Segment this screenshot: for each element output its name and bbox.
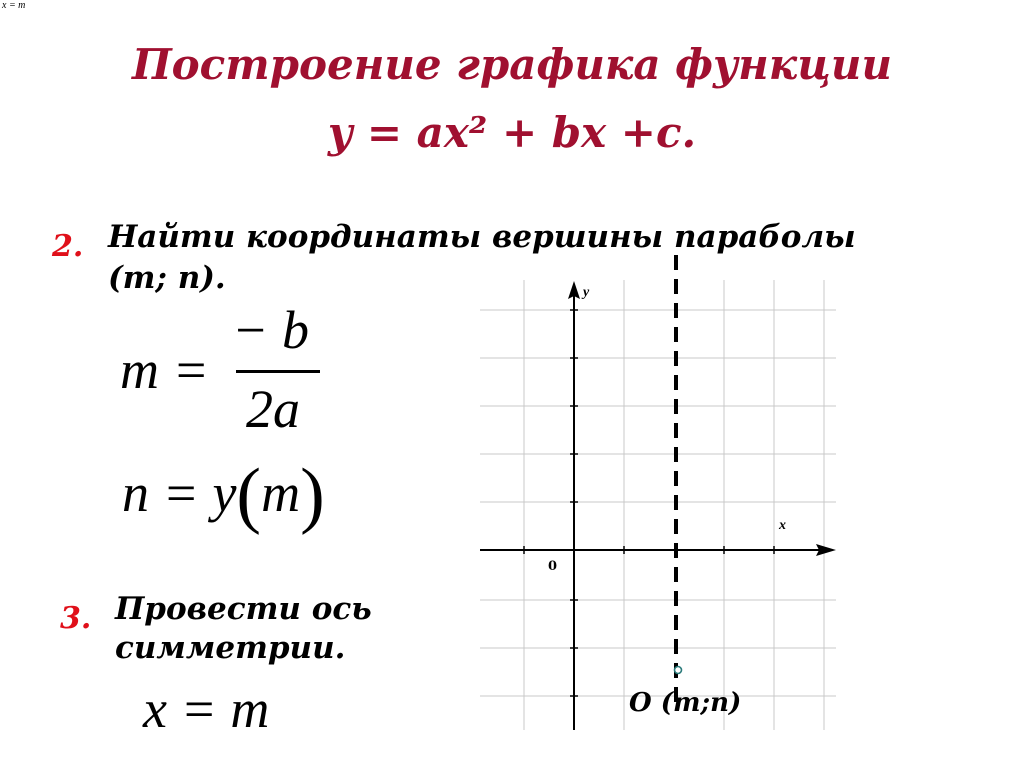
step-number-3: 3.: [60, 601, 92, 636]
formula-m-lhs: m =: [120, 340, 209, 400]
tick-marks: [524, 310, 774, 696]
vertex-point: [675, 667, 682, 674]
step2-text-line1: Найти координаты вершины параболы: [108, 219, 856, 255]
step3-text-line1: Провести ось: [115, 591, 372, 627]
vertex-label: O (m;n): [629, 688, 742, 718]
step2-text-line2: (m; n).: [108, 260, 226, 296]
slide-title-line2: y = ax² + bx +c.: [327, 108, 697, 157]
x-axis-arrow: [816, 544, 836, 556]
left-paren: (: [236, 454, 262, 536]
corner-label: x = m: [2, 0, 26, 11]
formula-axis-of-symmetry: x = m: [143, 679, 270, 739]
x-axis-label: x: [779, 518, 786, 533]
formula-n-lhs: n = y: [122, 463, 237, 523]
grid-lines: [480, 280, 836, 730]
formula-m-numerator: − b: [232, 300, 309, 360]
origin-label: 0: [548, 559, 558, 574]
right-paren: ): [300, 454, 325, 536]
formula-m-denominator: 2a: [246, 379, 300, 439]
slide-title-line1: Построение графика функции: [131, 40, 893, 89]
formula-n-arg: m: [261, 463, 301, 523]
step-number-2: 2.: [52, 229, 84, 264]
y-axis-label: y: [583, 285, 590, 300]
step3-text-line2: симметрии.: [115, 630, 346, 666]
